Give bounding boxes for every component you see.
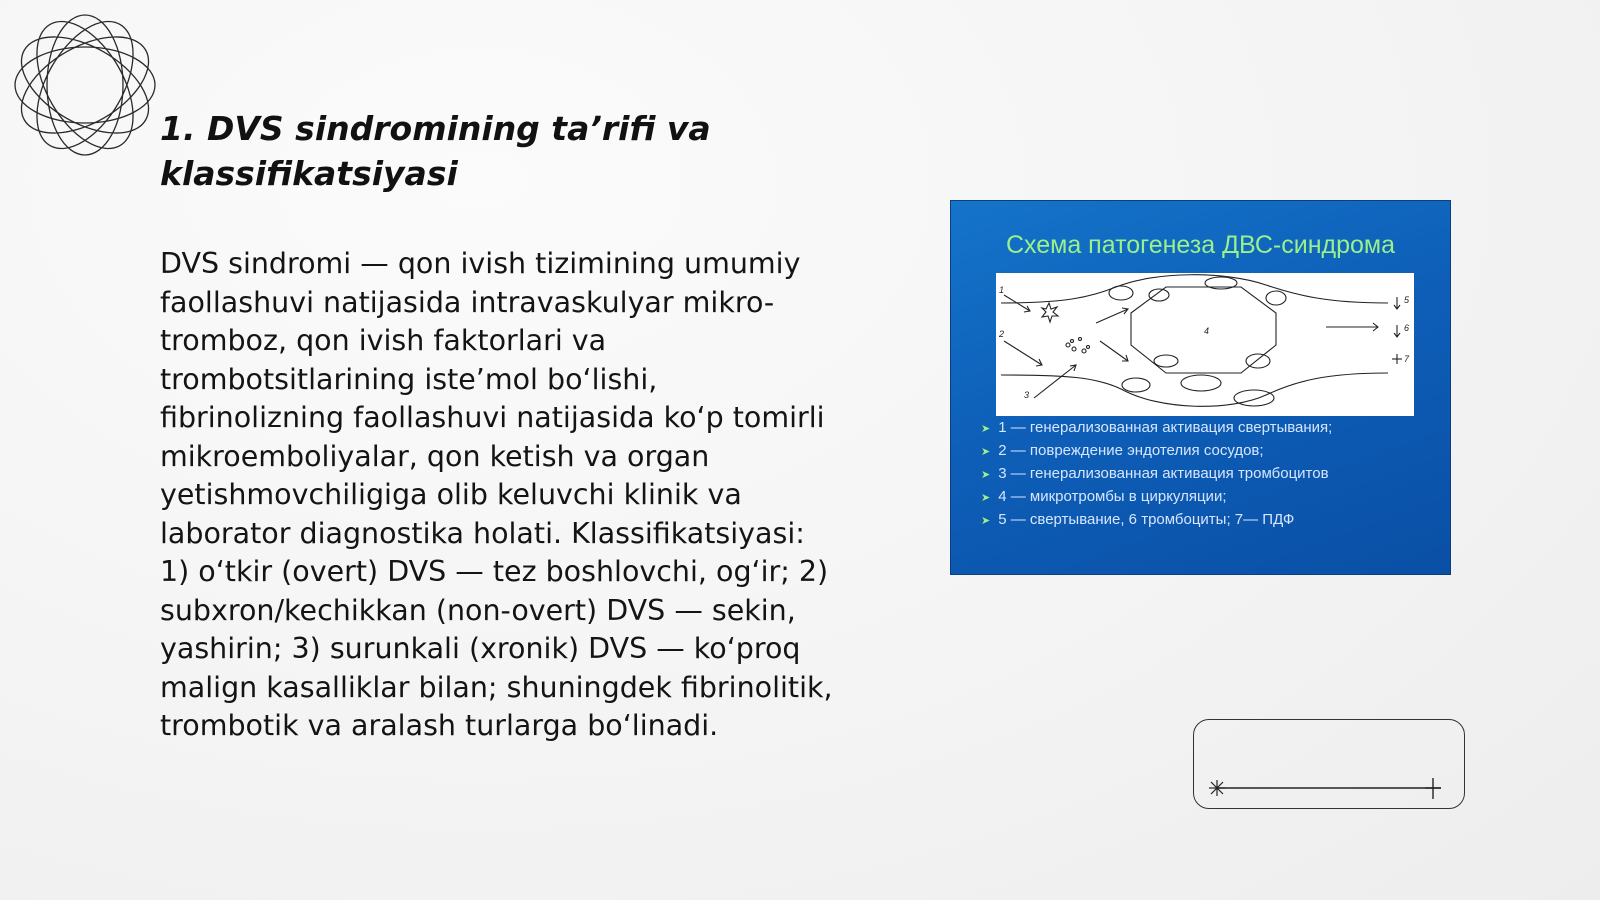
definition-text: DVS sindromi — qon ivish tizimining umumiy faollashuvi natijasida intravaskulyar mikro-tromboz, qon ivish faktorlari va trombotsitlarining iste’mol bo‘lishi, fibrinolizning faollashuvi natijasida ko‘p tomirli mikroemboliyalar, qon ketish va organ yetishmovchiligiga olib keluvchi klinik va laborator diagnostika holati. Klassifikatsiyasi: 1) o‘tkir (overt) DVS — tez boshlovchi, og‘ir; 2) subxron/kechikkan (non-overt) DVS — sekin, yashirin; 3) surunkali (xronik) DVS — ko‘proq malign kasalliklar bilan; shuningdek fibrinolitik, trombotik va aralash turlarga bo‘linadi. [160, 247, 833, 742]
pathogenesis-slide-image [950, 200, 1451, 575]
decorative-frame [1193, 719, 1465, 809]
legend-item: ➤ 1 — генерализованная активация свертывания; [981, 419, 1333, 436]
scheme-label-1: 1 [999, 285, 1005, 295]
pathogenesis-scheme [996, 273, 1414, 416]
page-title: 1. DVS sindromining ta’rifi va klassifikatsiyasi [160, 109, 711, 193]
legend-item: ➤ 2 — повреждение эндотелия сосудов; [981, 442, 1264, 459]
legend-item: ➤ 4 — микротромбы в циркуляции; [981, 488, 1227, 505]
slide-title: Схема патогенеза ДВС-синдрома [1005, 231, 1396, 259]
scheme-label-7: 7 [1404, 354, 1410, 364]
scheme-label-2: 2 [999, 329, 1005, 339]
legend-item: ➤ 5 — свертывание, 6 тромбоциты; 7— ПДФ [981, 511, 1295, 528]
legend-item: ➤ 3 — генерализованная активация тромбоцитов [981, 465, 1329, 482]
scheme-label-4: 4 [1204, 326, 1210, 336]
legend-bullet-icon: ➤ [981, 446, 991, 458]
scheme-label-3: 3 [1024, 390, 1030, 400]
scheme-label-5: 5 [1404, 295, 1410, 305]
star-line-icon [1193, 719, 1465, 809]
orbital-logo-icon [10, 10, 160, 160]
legend-bullet-icon: ➤ [981, 515, 991, 527]
legend-bullet-icon: ➤ [981, 423, 991, 435]
legend-bullet-icon: ➤ [981, 469, 991, 481]
legend-bullet-icon: ➤ [981, 492, 991, 504]
scheme-label-6: 6 [1404, 323, 1410, 333]
scheme-legend [981, 417, 1332, 532]
